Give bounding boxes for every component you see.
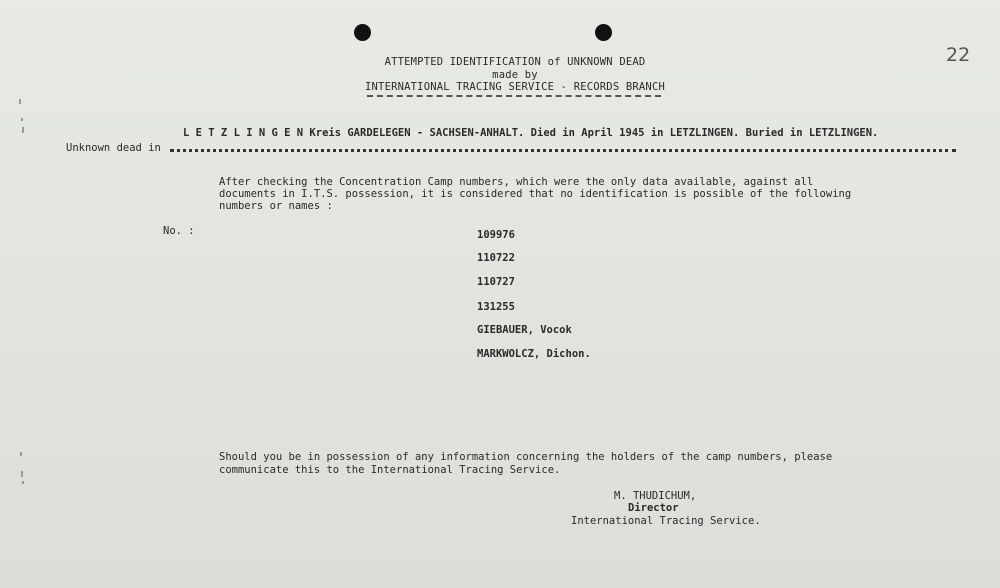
signatory-title: Director [628, 502, 679, 514]
unknown-dead-label: Unknown dead in [66, 142, 161, 154]
margin-mark [22, 127, 24, 133]
header-subtitle: made by [492, 69, 538, 81]
signatory-name: M. THUDICHUM, [614, 490, 697, 502]
entry-item: 110722 [477, 252, 515, 264]
margin-mark [22, 481, 24, 484]
intro-paragraph: After checking the Concentration Camp numbers, which were the only data available, against all documents in I.T.S. possession, it is considered that no identification is possible of the following numbers or names : [219, 176, 852, 212]
closing-paragraph: Should you be in possession of any information concerning the holders of the camp numbers, please communicate this to the International Tracing Service. [219, 451, 833, 476]
location-line: L E T Z L I N G E N Kreis GARDELEGEN - SACHSEN-ANHALT. Died in April 1945 in LETZLINGEN. Buried in LETZLINGEN. [183, 127, 879, 139]
entry-item: 131255 [477, 301, 515, 313]
header-underline [367, 95, 661, 97]
numbers-label: No. : [163, 225, 195, 237]
margin-mark [21, 471, 23, 477]
entry-item: MARKWOLCZ, Dichon. [477, 348, 591, 360]
margin-mark [19, 99, 21, 104]
dotted-fill-line [170, 149, 956, 152]
margin-mark [21, 118, 23, 121]
punch-hole-right [595, 24, 612, 41]
page-number: 22 [946, 44, 971, 66]
entry-item: 109976 [477, 229, 515, 241]
entry-item: 110727 [477, 276, 515, 288]
entry-item: GIEBAUER, Vocok [477, 324, 572, 336]
signatory-organization: International Tracing Service. [571, 515, 761, 527]
header-title: ATTEMPTED IDENTIFICATION of UNKNOWN DEAD [384, 56, 646, 68]
margin-mark [20, 452, 22, 456]
punch-hole-left [354, 24, 371, 41]
header-organization: INTERNATIONAL TRACING SERVICE - RECORDS BRANCH [365, 81, 665, 93]
